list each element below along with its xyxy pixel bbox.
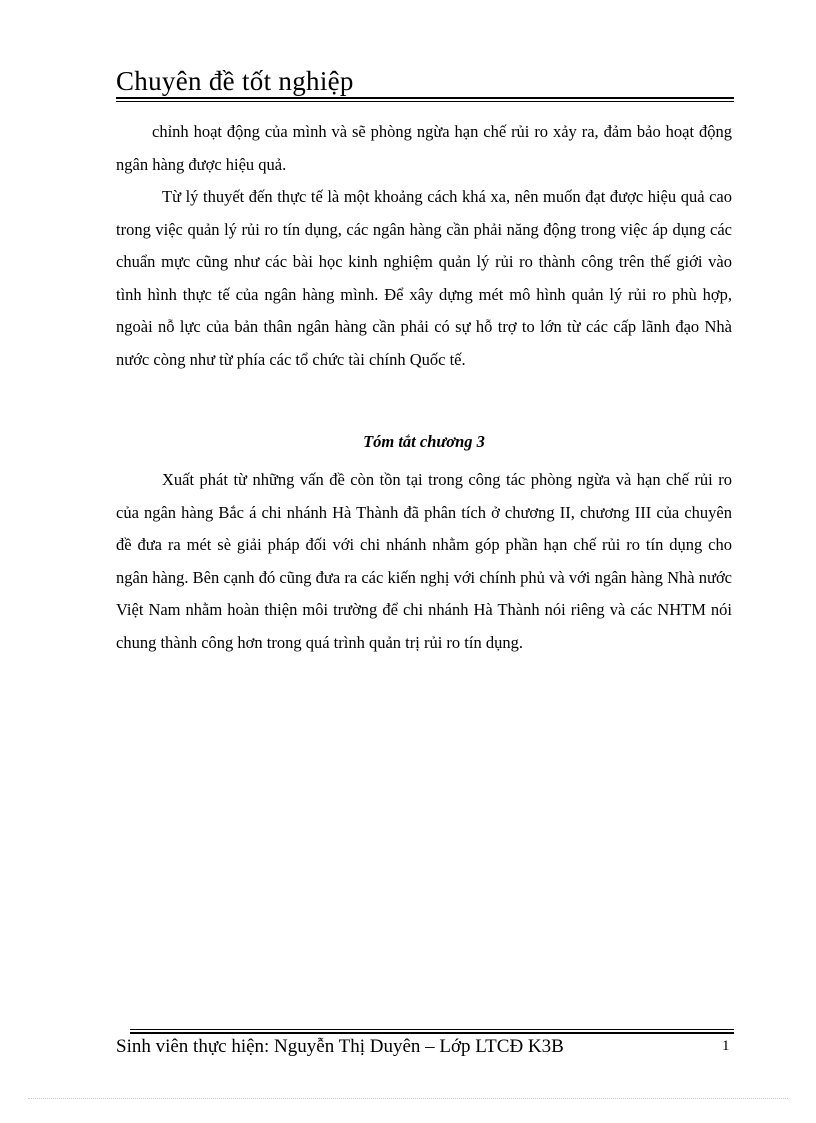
body-paragraph-1: chỉnh hoạt động của mình và sẽ phòng ngừa hạn chế rủi ro xảy ra, đảm bảo hoạt động ngân hàng được hiệu quả. bbox=[116, 122, 732, 174]
section-heading: Tóm tắt chương 3 bbox=[363, 432, 485, 451]
footer-author-line: Sinh viên thực hiện: Nguyễn Thị Duyên – Lớp LTCĐ K3B bbox=[116, 1036, 564, 1057]
page-header-title: Chuyên đề tốt nghiệp bbox=[116, 66, 354, 96]
body-paragraph-3: Xuất phát từ những vấn đề còn tồn tại trong công tác phòng ngừa và hạn chế rủi ro của ngân hàng Bắc á chi nhánh Hà Thành đã phân tích ở chương II, chương III của chuyên đề đưa ra mét sè giải pháp đối với chi nhánh nhằm góp phần hạn chế rủi ro tín dụng cho ngân hàng. Bên cạnh đó cũng đưa ra các kiến nghị với chính phủ và với ngân hàng Nhà nước Việt Nam nhằm hoàn thiện môi trường để chi nhánh Hà Thành nói riêng và các NHTM nói chung thành công hơn trong quá trình quản trị rủi ro tín dụng. bbox=[116, 470, 732, 652]
page-number: 1 bbox=[722, 1038, 730, 1054]
page-bottom-dotted-border bbox=[28, 1098, 788, 1099]
header-rule-thick bbox=[116, 97, 734, 99]
body-paragraph-2: Từ lý thuyết đến thực tế là một khoảng cách khá xa, nên muốn đạt được hiệu quả cao trong việc quản lý rủi ro tín dụng, các ngân hàng cần phải năng động trong việc áp dụng các chuẩn mực cũng như các bài học kinh nghiệm quản lý rủi ro thành công trên thế giới vào tình hình thực tế của ngân hàng mình. Để xây dựng mét mô hình quản lý rủi ro phù hợp, ngoài nỗ lực của bản thân ngân hàng cần phải có sự hỗ trợ to lớn từ các cấp lãnh đạo Nhà nước còng như từ phía các tổ chức tài chính Quốc tế. bbox=[116, 187, 732, 369]
footer-rule-thick bbox=[130, 1032, 734, 1034]
header-rule-thin bbox=[116, 101, 734, 102]
footer-rule-thin bbox=[130, 1029, 734, 1030]
